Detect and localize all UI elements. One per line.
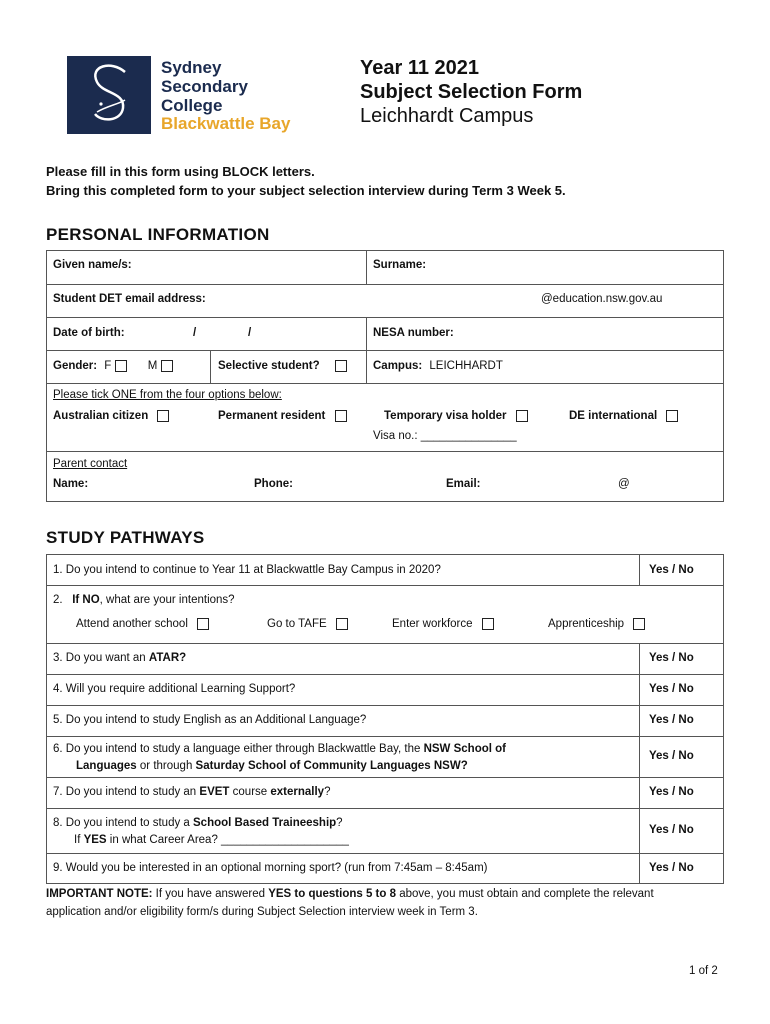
form-campus-title: Leichhardt Campus bbox=[360, 105, 534, 127]
q2-option-workforce bbox=[392, 618, 494, 630]
q1-yes-no[interactable]: Yes / No bbox=[649, 564, 694, 576]
campus-row bbox=[373, 360, 503, 372]
instruction-line-1: Please fill in this form using BLOCK letters. bbox=[46, 164, 315, 179]
q3-yes-no[interactable]: Yes / No bbox=[649, 652, 694, 664]
q8-yes-no[interactable]: Yes / No bbox=[649, 824, 694, 836]
personal-info-heading: PERSONAL INFORMATION bbox=[46, 225, 270, 244]
q3-bold: ATAR? bbox=[148, 652, 187, 664]
q5-yes-no[interactable]: Yes / No bbox=[649, 714, 694, 726]
option-label: Attend another school bbox=[76, 618, 188, 631]
school-name-line-4: Blackwattle Bay bbox=[161, 114, 291, 133]
divider bbox=[46, 317, 724, 318]
q7-text: 7. Do you intend to study an bbox=[53, 786, 200, 798]
tafe-checkbox[interactable] bbox=[336, 618, 348, 630]
q9-yes-no[interactable]: Yes / No bbox=[649, 862, 694, 874]
form-year-title: Year 11 2021 bbox=[360, 57, 480, 79]
workforce-checkbox[interactable] bbox=[482, 618, 494, 630]
divider bbox=[46, 643, 724, 644]
school-name-line-3: College bbox=[161, 96, 223, 115]
question-6 bbox=[53, 741, 633, 775]
q6-bold: NSW School of bbox=[423, 743, 506, 755]
divider bbox=[46, 451, 724, 452]
option-de-international bbox=[569, 410, 678, 422]
option-label: Apprenticeship bbox=[548, 618, 625, 631]
apprenticeship-checkbox[interactable] bbox=[633, 618, 645, 630]
gender-f-checkbox[interactable] bbox=[115, 360, 127, 372]
q2-option-another-school bbox=[76, 618, 209, 630]
selective-row bbox=[218, 360, 347, 372]
campus-label: Campus: bbox=[373, 360, 423, 372]
email-domain: @education.nsw.gov.au bbox=[541, 293, 663, 305]
option-australian-citizen bbox=[53, 410, 169, 422]
note-text: application and/or eligibility form/s during Subject Selection interview week in Term 3. bbox=[46, 906, 478, 918]
school-name-line-1: Sydney bbox=[161, 58, 222, 77]
q2-option-tafe bbox=[267, 618, 348, 630]
gender-m-checkbox[interactable] bbox=[161, 360, 173, 372]
option-label: Permanent resident bbox=[218, 410, 326, 423]
question-4: 4. Will you require additional Learning Support? bbox=[53, 683, 296, 695]
school-name-line-2: Secondary bbox=[161, 77, 248, 96]
swan-logo-icon bbox=[67, 56, 151, 134]
instruction-line-2: Bring this completed form to your subject selection interview during Term 3 Week 5. bbox=[46, 183, 566, 198]
gender-row bbox=[53, 360, 173, 372]
dob-field[interactable]: Date of birth: bbox=[53, 327, 125, 339]
q7-bold: externally bbox=[270, 786, 325, 798]
tick-prompt: Please tick ONE from the four options below: bbox=[53, 389, 282, 401]
q2-bold: If NO bbox=[72, 594, 100, 606]
divider bbox=[46, 853, 724, 854]
question-7 bbox=[53, 786, 330, 798]
q8-text: 8. Do you intend to study a bbox=[53, 817, 194, 829]
personal-info-table bbox=[46, 250, 724, 502]
divider bbox=[46, 284, 724, 285]
q6-bold: Saturday School of Community Languages NSW? bbox=[195, 760, 468, 772]
divider bbox=[366, 250, 367, 284]
parent-email-at: @ bbox=[618, 478, 630, 490]
parent-phone-field[interactable]: Phone: bbox=[254, 478, 293, 490]
divider bbox=[46, 585, 724, 586]
parent-email-field[interactable]: Email: bbox=[446, 478, 481, 490]
divider bbox=[639, 554, 640, 585]
q2-text: , what are your intentions? bbox=[99, 594, 235, 606]
permanent-resident-checkbox[interactable] bbox=[335, 410, 347, 422]
q8-bold: YES bbox=[83, 834, 107, 846]
gender-f-label: F bbox=[104, 360, 112, 373]
q3-text: 3. Do you want an bbox=[53, 652, 149, 664]
page-number: 1 of 2 bbox=[689, 965, 718, 977]
another-school-checkbox[interactable] bbox=[197, 618, 209, 630]
q6-text: or through bbox=[136, 760, 196, 772]
q2-option-apprenticeship bbox=[548, 618, 645, 630]
form-title: Subject Selection Form bbox=[360, 81, 583, 103]
selective-label: Selective student? bbox=[218, 360, 320, 373]
note-label: IMPORTANT NOTE: bbox=[46, 888, 153, 900]
question-8 bbox=[53, 815, 349, 849]
option-label: Australian citizen bbox=[53, 410, 149, 423]
parent-contact-heading: Parent contact bbox=[53, 458, 128, 470]
question-1: 1. Do you intend to continue to Year 11 at Blackwattle Bay Campus in 2020? bbox=[53, 564, 441, 576]
email-field[interactable]: Student DET email address: bbox=[53, 293, 206, 305]
gender-m-label: M bbox=[147, 360, 158, 373]
divider bbox=[46, 674, 724, 675]
q6-text: 6. Do you intend to study a language either through Blackwattle Bay, the bbox=[53, 743, 424, 755]
question-2 bbox=[53, 594, 235, 606]
note-bold: YES to questions 5 to 8 bbox=[268, 888, 397, 900]
q7-bold: EVET bbox=[199, 786, 230, 798]
temporary-visa-checkbox[interactable] bbox=[516, 410, 528, 422]
q7-text: course bbox=[229, 786, 271, 798]
q8-text: If bbox=[74, 834, 84, 846]
career-area-field[interactable]: in what Career Area? ____________________ bbox=[106, 834, 349, 846]
divider bbox=[210, 350, 211, 383]
dob-slash: / bbox=[193, 327, 197, 339]
q6-bold: Languages bbox=[76, 760, 137, 772]
divider bbox=[46, 736, 724, 737]
note-text: If you have answered bbox=[152, 888, 269, 900]
option-label: Enter workforce bbox=[392, 618, 473, 631]
parent-name-field[interactable]: Name: bbox=[53, 478, 89, 490]
question-5: 5. Do you intend to study English as an Additional Language? bbox=[53, 714, 367, 726]
option-temporary-visa bbox=[384, 410, 528, 422]
q7-text: ? bbox=[324, 786, 331, 798]
q7-yes-no[interactable]: Yes / No bbox=[649, 786, 694, 798]
option-label: Go to TAFE bbox=[267, 618, 327, 631]
school-logo bbox=[67, 56, 151, 134]
question-3 bbox=[53, 652, 186, 664]
de-international-checkbox[interactable] bbox=[666, 410, 678, 422]
divider bbox=[46, 350, 724, 351]
given-name-field[interactable]: Given name/s: bbox=[53, 259, 132, 271]
question-9: 9. Would you be interested in an optional morning sport? (run from 7:45am – 8:45am) bbox=[53, 862, 488, 874]
campus-value: LEICHHARDT bbox=[429, 360, 503, 372]
q8-text: ? bbox=[336, 817, 343, 829]
selective-checkbox[interactable] bbox=[335, 360, 347, 372]
australian-citizen-checkbox[interactable] bbox=[157, 410, 169, 422]
q4-yes-no[interactable]: Yes / No bbox=[649, 683, 694, 695]
divider bbox=[366, 317, 367, 383]
note-text: above, you must obtain and complete the relevant bbox=[396, 888, 654, 900]
surname-field[interactable]: Surname: bbox=[373, 259, 427, 271]
q6-yes-no[interactable]: Yes / No bbox=[649, 750, 694, 762]
option-label: Temporary visa holder bbox=[384, 410, 507, 423]
important-note bbox=[46, 885, 736, 921]
study-pathways-heading: STUDY PATHWAYS bbox=[46, 528, 205, 547]
divider bbox=[46, 705, 724, 706]
option-label: DE international bbox=[569, 410, 658, 423]
divider bbox=[46, 777, 724, 778]
gender-label: Gender: bbox=[53, 360, 98, 373]
visa-number-field[interactable]: Visa no.: _______________ bbox=[373, 430, 517, 442]
divider bbox=[46, 383, 724, 384]
q8-bold: School Based Traineeship bbox=[193, 817, 337, 829]
divider bbox=[639, 643, 640, 884]
dob-slash: / bbox=[248, 327, 252, 339]
option-permanent-resident bbox=[218, 410, 347, 422]
q2-number: 2. bbox=[53, 594, 63, 606]
divider bbox=[46, 808, 724, 809]
nesa-field[interactable]: NESA number: bbox=[373, 327, 454, 339]
